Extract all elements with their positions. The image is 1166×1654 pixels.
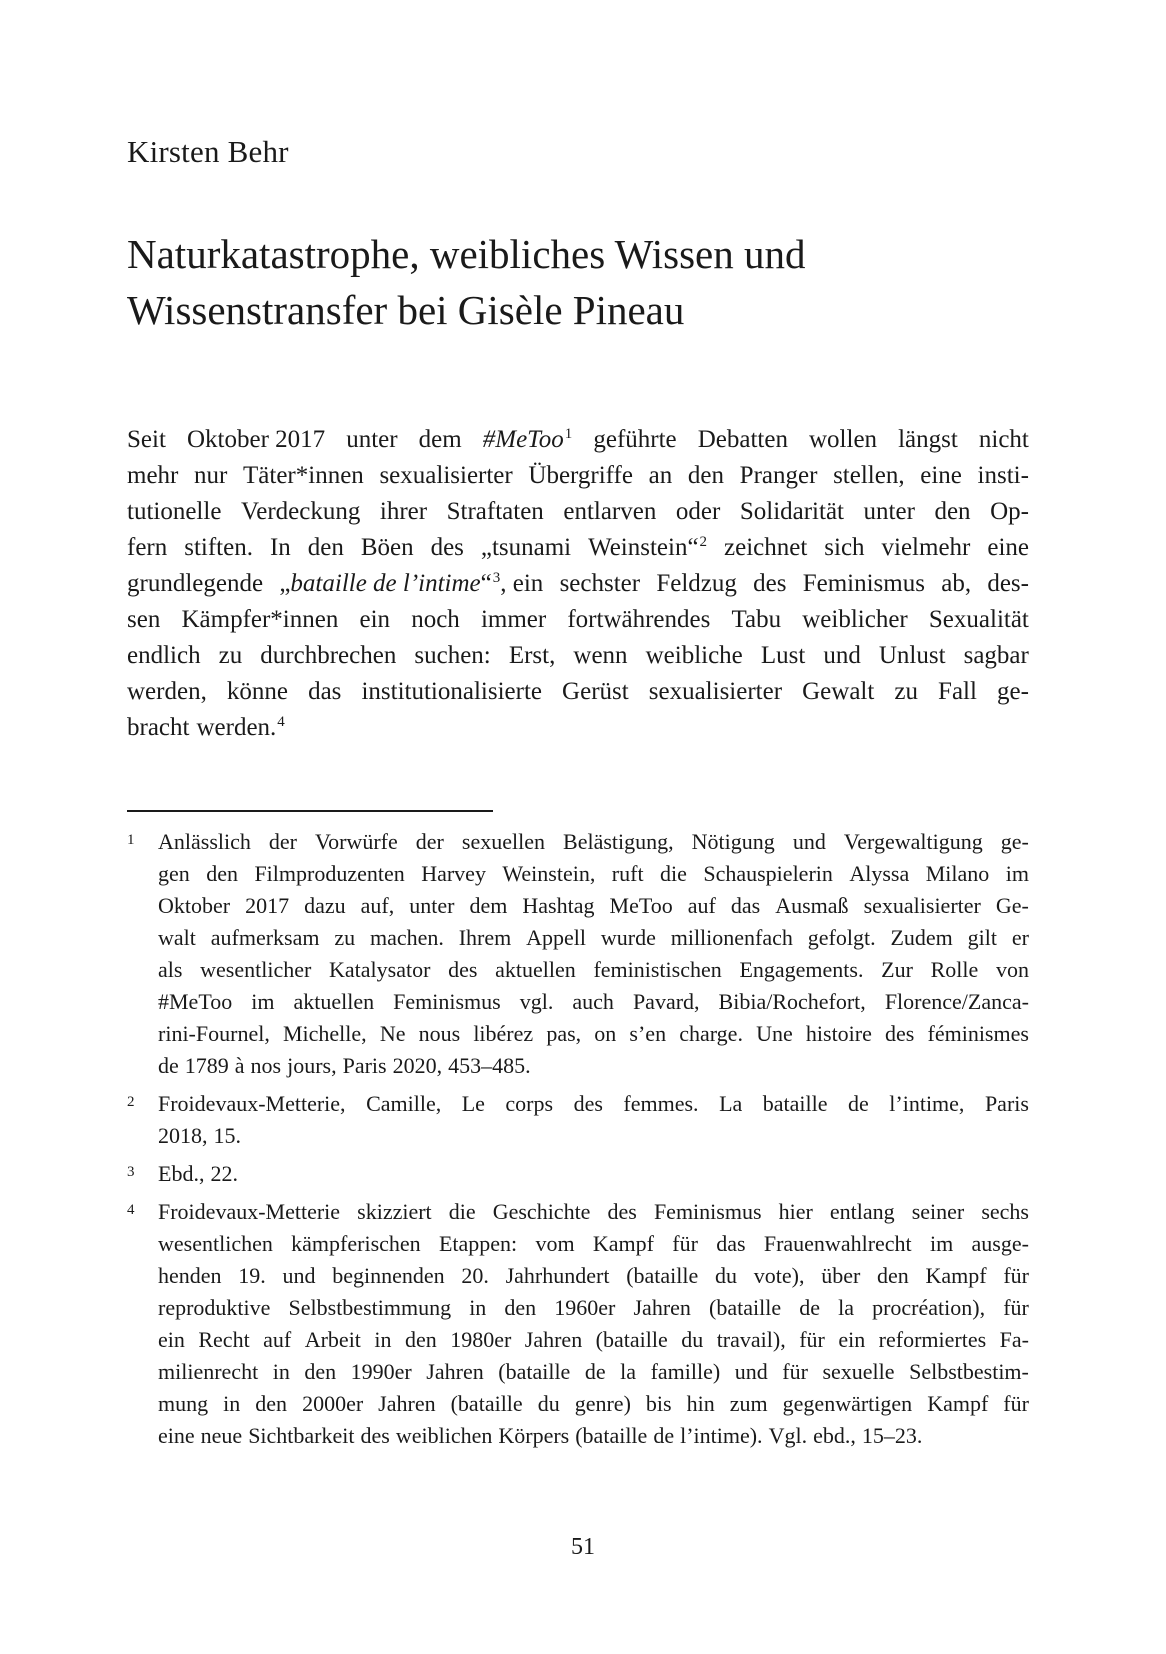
word: [740, 494, 844, 530]
word: [483, 422, 573, 458]
word-text: Debatten: [697, 426, 788, 453]
word: [987, 566, 1029, 602]
italic-term: bataille de l’intime: [290, 570, 481, 597]
word: [802, 602, 908, 638]
word: [656, 566, 737, 602]
word: [481, 530, 571, 566]
word: [181, 602, 338, 638]
word-text: Tabu: [731, 606, 782, 633]
word-text: ab,: [941, 570, 972, 597]
footnotes: [127, 826, 1029, 1458]
word-text: ihrer: [379, 498, 428, 525]
footnote-line: Froidevaux-Metterie, Camille, Le corps des femmes. La bataille de l’intime, Paris: [158, 1091, 1029, 1116]
word-text: könne: [226, 678, 288, 705]
word-text: Feminismus: [802, 570, 925, 597]
word-text: Kämpfer*innen: [181, 606, 339, 633]
body-line: [127, 602, 1029, 638]
word: [127, 602, 160, 638]
word-text: Unlust: [878, 642, 946, 669]
footnote-ref-4[interactable]: 4: [277, 714, 285, 730]
word: [864, 494, 915, 530]
footnote-line: rini-Fournel, Michelle, Ne nous libérez pas, on s’en charge. Une histoire des féminismes: [158, 1021, 1029, 1046]
word: [419, 422, 462, 458]
word: [588, 530, 707, 566]
word: [802, 674, 874, 710]
word: [898, 422, 958, 458]
word: [361, 530, 414, 566]
word: [987, 530, 1029, 566]
word-text: Gerüst: [562, 678, 629, 705]
word: [346, 422, 397, 458]
word-text: sich: [824, 534, 865, 561]
footnote-2: [127, 1088, 1029, 1152]
word: [753, 566, 786, 602]
word-text: tutionelle: [127, 498, 222, 525]
word: [379, 458, 512, 494]
word: [308, 674, 341, 710]
word-text: bracht: [127, 714, 190, 741]
word-text: Verdeckung: [240, 498, 361, 525]
italic-term: #MeToo: [482, 426, 564, 453]
body-line: [127, 422, 1029, 458]
word: [833, 458, 905, 494]
word: [979, 422, 1029, 458]
title-line: Wissenstransfer bei Gisèle Pineau: [127, 287, 685, 333]
word-text: mehr: [127, 462, 179, 489]
word-text: Böen: [360, 534, 414, 561]
word: [447, 494, 544, 530]
body-line: [127, 710, 1029, 746]
word-text: nur: [194, 462, 228, 489]
word-text: suchen:: [414, 642, 491, 669]
word-text: Sexualität: [928, 606, 1029, 633]
word: [481, 602, 546, 638]
word: [894, 674, 918, 710]
word-text: weibliche: [645, 642, 743, 669]
word: [127, 710, 189, 746]
footnote-ref-1[interactable]: 1: [564, 426, 573, 442]
word: [127, 638, 201, 674]
word-text: sen: [127, 606, 161, 633]
word-text: Straftaten: [446, 498, 544, 525]
word-text: wenn: [573, 642, 628, 669]
word-text: institutionalisierte: [361, 678, 542, 705]
word: [567, 602, 710, 638]
word: [724, 530, 807, 566]
word-text: ge-: [997, 678, 1029, 705]
word-text: endlich: [127, 642, 201, 669]
word: [964, 638, 1029, 674]
word: [882, 530, 971, 566]
word: [593, 422, 676, 458]
word-text: eine: [987, 534, 1029, 561]
footnote-line: eine neue Sichtbarkeit des weiblichen Körpers (bataille de l’intime). Vgl. ebd., 15–23.: [158, 1423, 923, 1448]
word-text: des: [430, 534, 464, 561]
word-text: In: [269, 534, 291, 561]
author-name: Kirsten Behr: [127, 134, 289, 169]
word: [649, 458, 673, 494]
word-text: ,: [500, 570, 507, 597]
word-text: Op-: [990, 498, 1029, 525]
word-text: eine: [920, 462, 962, 489]
footnote-line: reproduktive Selbstbestimmung in den 1960er Jahren (bataille de la procréation), für: [158, 1295, 1029, 1320]
word-text: Übergriffe: [528, 462, 633, 489]
word: [990, 494, 1029, 530]
body-line: [127, 638, 1029, 674]
word-text: das: [308, 678, 342, 705]
word-text: zu: [894, 678, 918, 705]
word: [731, 602, 781, 638]
word-text: zu: [218, 642, 243, 669]
body-line: [127, 494, 1029, 530]
word-text: sexualisierter: [648, 678, 783, 705]
word: [823, 638, 861, 674]
word: [920, 458, 962, 494]
word-text: werden,: [127, 678, 207, 705]
word: [978, 458, 1029, 494]
word-text: nicht: [978, 426, 1029, 453]
word: [997, 674, 1029, 710]
word-text: sagbar: [963, 642, 1029, 669]
word: [270, 530, 291, 566]
word-text: noch: [411, 606, 460, 633]
word-text: des-: [987, 570, 1029, 597]
word: [938, 674, 977, 710]
word-text: stiften.: [184, 534, 253, 561]
footnote-1: [127, 826, 1029, 1082]
word-text: Pranger: [739, 462, 818, 489]
word: [563, 494, 656, 530]
word-text: den: [687, 462, 725, 489]
word: [260, 638, 396, 674]
word: [509, 638, 556, 674]
word-text: den: [934, 498, 971, 525]
word-text: längst: [898, 426, 958, 453]
word: [380, 494, 427, 530]
page-number: 51: [571, 1534, 595, 1560]
word: [803, 566, 925, 602]
word-text: Solidarität: [739, 498, 844, 525]
footnote-line: ein Recht auf Arbeit in den 1980er Jahren (bataille du travail), für ein reformiertes Fa-: [158, 1327, 1029, 1352]
word: [414, 638, 490, 674]
word-text: grundlegende: [127, 570, 264, 597]
word: [127, 494, 221, 530]
word: [560, 566, 641, 602]
word-text: geführte: [593, 426, 677, 453]
word-text: sexualisierter: [379, 462, 513, 489]
word-text: stellen,: [833, 462, 905, 489]
word-text: dem: [418, 426, 462, 453]
word-text: unter: [346, 426, 398, 453]
word: [361, 674, 542, 710]
word: [187, 422, 325, 458]
word: [573, 638, 627, 674]
word-text: wollen: [809, 426, 878, 453]
footnote-4: [127, 1196, 1029, 1452]
footnote-separator: [127, 810, 493, 812]
word: [929, 602, 1029, 638]
footnote-ref-3[interactable]: 3: [492, 570, 501, 586]
footnote-line: Ebd., 22.: [158, 1161, 238, 1186]
word: [411, 602, 460, 638]
word-text: ein: [359, 606, 391, 633]
word: [279, 566, 543, 602]
footnote-line: 2018, 15.: [158, 1123, 241, 1148]
word: [227, 674, 288, 710]
footnote-line: #MeToo im aktuellen Feminismus vgl. auch Pavard, Bibia/Rochefort, Florence/Zanca-: [158, 989, 1029, 1014]
word: [127, 674, 207, 710]
footnote-number: 2: [127, 1094, 135, 1110]
word-text: werden.: [196, 714, 277, 741]
word-text: immer: [480, 606, 547, 633]
word: [698, 422, 788, 458]
body-paragraph: [127, 422, 1029, 746]
footnote-line: mung in den 2000er Jahren (bataille du genre) bis hin zum gegenwärtigen Kampf für: [158, 1391, 1029, 1416]
footnote-number: 1: [127, 832, 135, 848]
word: [761, 638, 805, 674]
word-text: „tsunami: [480, 534, 572, 561]
word: [431, 530, 464, 566]
footnote-line: gen den Filmproduzenten Harvey Weinstein, ruft die Schauspielerin Alyssa Milano im: [158, 861, 1029, 886]
word: [196, 710, 284, 746]
word: [127, 458, 178, 494]
word-text: Erst,: [508, 642, 556, 669]
body-line: [127, 566, 1029, 602]
word: [194, 458, 227, 494]
footnote-line: Anlässlich der Vorwürfe der sexuellen Belästigung, Nötigung und Vergewaltigung ge-: [158, 829, 1029, 854]
word: [649, 674, 782, 710]
word-text: Fall: [938, 678, 977, 705]
word-text: an: [648, 462, 673, 489]
body-line: [127, 530, 1029, 566]
word-text: fern: [127, 534, 168, 561]
word: [243, 458, 364, 494]
word-text: “: [480, 570, 492, 597]
word-text: Täter*innen: [243, 462, 364, 489]
word-text: zeichnet: [724, 534, 808, 561]
word-text: ein: [506, 570, 544, 597]
word-text: oder: [675, 498, 721, 525]
word-text: und: [823, 642, 861, 669]
word: [688, 458, 724, 494]
word-text: fortwährendes: [567, 606, 711, 633]
word: [219, 638, 243, 674]
word-text: vielmehr: [881, 534, 971, 561]
word: [360, 602, 391, 638]
word-text: „: [279, 570, 291, 597]
word-text: Gewalt: [802, 678, 875, 705]
body-line: [127, 674, 1029, 710]
word: [127, 530, 167, 566]
word: [528, 458, 633, 494]
word: [127, 566, 263, 602]
footnote-number: 4: [127, 1202, 135, 1218]
footnote-ref-2[interactable]: 2: [699, 534, 708, 550]
word-text: Feldzug: [656, 570, 737, 597]
word-text: insti-: [977, 462, 1029, 489]
word-text: Lust: [760, 642, 806, 669]
footnote-line: walt aufmerksam zu machen. Ihrem Appell wurde millionenfach gefolgt. Zudem gilt er: [158, 925, 1029, 950]
footnote-line: Oktober 2017 dazu auf, unter dem Hashtag MeToo auf das Ausmaß sexualisierter Ge-: [158, 893, 1029, 918]
word-text: weiblicher: [802, 606, 908, 633]
word: [241, 494, 360, 530]
body-line: [127, 458, 1029, 494]
word: [676, 494, 720, 530]
word-text: Weinstein“: [588, 534, 699, 561]
footnote-line: de 1789 à nos jours, Paris 2020, 453–485.: [158, 1053, 531, 1078]
footnote-line: als wesentlicher Katalysator des aktuellen feministischen Engagements. Zur Rolle von: [158, 957, 1029, 982]
word: [809, 422, 877, 458]
word: [740, 458, 818, 494]
word: [879, 638, 946, 674]
word: [824, 530, 864, 566]
word: [184, 530, 253, 566]
word: [562, 674, 629, 710]
footnote-line: Froidevaux-Metterie skizziert die Geschichte des Feminismus hier entlang seiner sechs: [158, 1199, 1029, 1224]
footnote-3: [127, 1158, 1029, 1190]
footnote-line: milienrecht in den 1990er Jahren (bataille de la famille) und für sexuelle Selbstbestim-: [158, 1359, 1029, 1384]
word: [934, 494, 970, 530]
footnote-line: henden 19. und beginnenden 20. Jahrhundert (bataille du vote), über den Kampf für: [158, 1263, 1029, 1288]
word-text: den: [307, 534, 344, 561]
word-text: sechster: [559, 570, 641, 597]
word: [127, 422, 166, 458]
word-text: entlarven: [563, 498, 657, 525]
word-text: unter: [863, 498, 915, 525]
title-line: Naturkatastrophe, weibliches Wissen und: [127, 231, 806, 277]
word-text: des: [753, 570, 787, 597]
footnote-line: wesentlichen kämpferischen Etappen: vom Kampf für das Frauenwahlrecht im ausge-: [158, 1231, 1029, 1256]
footnote-number: 3: [127, 1164, 135, 1180]
word: [941, 566, 971, 602]
word: [308, 530, 344, 566]
word: [646, 638, 743, 674]
article-title: [127, 226, 1027, 338]
word-text: Seit: [127, 426, 166, 453]
word-text: durchbrechen: [260, 642, 397, 669]
word-text: Oktober 2017: [186, 426, 326, 453]
